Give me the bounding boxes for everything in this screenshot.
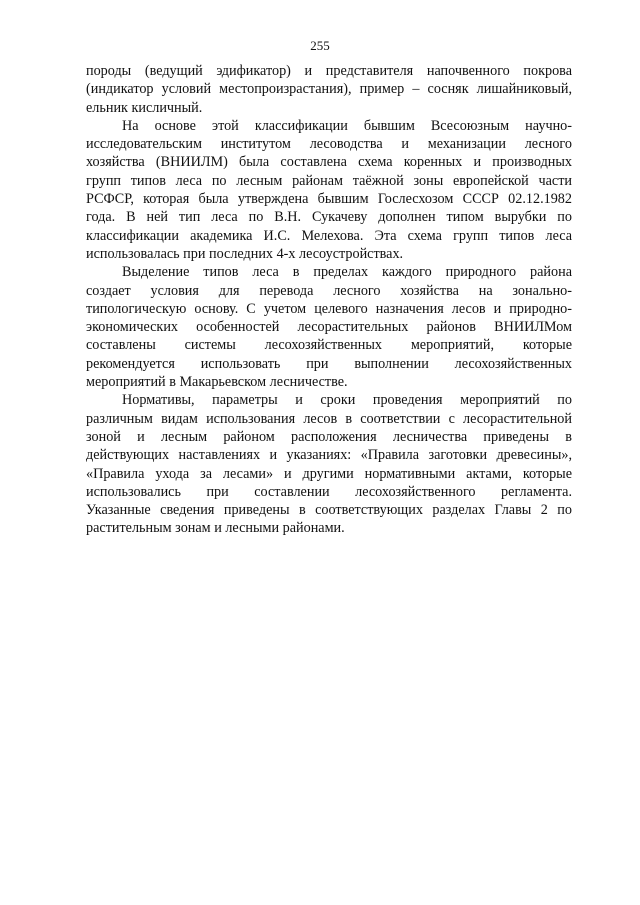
text-line: различным видам использования лесов в соответствии с лесорастительной [86,410,572,427]
text-line: РСФСР, которая была утверждена бывшим Гослесхозом СССР 02.12.1982 [86,191,572,208]
text-line: «Правила ухода за лесами» и другими нормативными актами, которые [86,465,572,482]
text-line: типологическую основу. С учетом целевого назначения лесов и природно- [86,300,572,317]
text-line: породы (ведущий эдификатор) и представителя напочвенного покрова [86,63,572,79]
text-line: создает условия для перевода лесного хозяйства на зонально- [86,282,572,299]
text-line: использовались при составлении лесохозяйственного регламента. [86,483,572,500]
text-line: использовалась при последних 4-х лесоустройствах. [86,245,404,262]
text-line: хозяйства (ВНИИЛМ) была составлена схема коренных и производных [86,154,572,171]
text-line: экономических особенностей лесорастительных районов ВНИИЛМом [86,319,572,336]
paragraph [86,391,572,537]
page-number: 255 [310,38,330,53]
text-line: года. В ней тип леса по В.Н. Сукачеву дополнен типом вырубки по [86,209,572,226]
paragraph [86,117,572,263]
text-line: классификации академика И.С. Мелехова. Эта схема групп типов леса [86,227,572,244]
text-line: составлены системы лесохозяйственных мероприятий, которые [86,337,572,354]
paragraph [86,263,572,391]
text-line: рекомендуется использовать при выполнении лесохозяйственных [86,355,572,372]
text-line: действующих наставлениях и указаниях: «Правила заготовки древесины», [86,447,572,464]
text-line: исследовательским институтом лесоводства и механизации лесного [86,136,572,153]
text-line: зоной и лесным районом расположения лесничества приведены в [86,428,572,445]
text-line: мероприятий в Макарьевском лесничестве. [86,374,348,391]
text-line: На основе этой классификации бывшим Всесоюзным научно- [122,117,572,134]
text-line: ельник кисличный. [86,99,203,116]
text-line: групп типов леса по лесным районам таёжной зоны европейской части [86,172,572,189]
text-line: Указанные сведения приведены в соответствующих разделах Главы 2 по [86,502,572,519]
paragraph [86,62,572,117]
text-line: растительным зонам и лесными районами. [86,520,345,537]
body-text [86,62,572,538]
text-line: (индикатор условий местопроизрастания), пример – сосняк лишайниковый, [86,81,572,98]
text-line: Нормативы, параметры и сроки проведения мероприятий по [122,392,572,409]
text-line: Выделение типов леса в пределах каждого природного района [122,264,572,281]
